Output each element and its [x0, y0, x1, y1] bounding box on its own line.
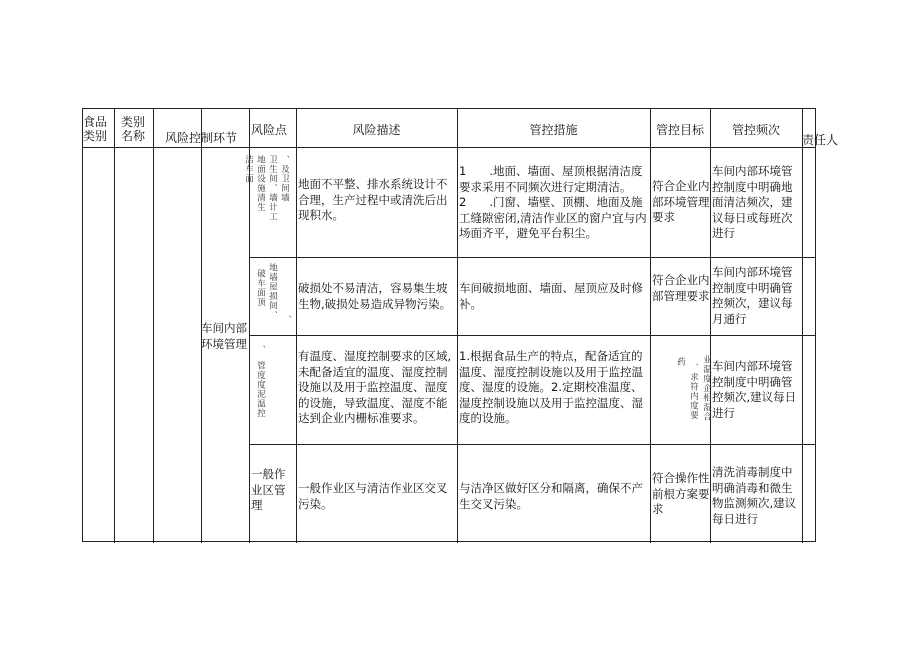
header-frequency: 管控频次: [731, 123, 780, 137]
risk-point-col: 破车面顶: [255, 269, 266, 307]
frequency: 清洗消毒制度中明确消毒和微生物监测频次,建议每日进行: [712, 465, 797, 526]
risk-control-table: [82, 108, 839, 542]
goal: 符合企业内部管理要求: [652, 273, 710, 303]
section-label: 车间内部环境管理: [201, 321, 247, 351]
risk-desc: 一般作业区与清洁作业区交叉污染。: [298, 481, 448, 511]
risk-desc: 地面不平整、排水系统设计不合理，生产过程中或清洗后出现积水。: [298, 177, 448, 222]
goal-col: 药: [675, 357, 686, 367]
risk-point-col: 地面设施清生: [255, 155, 266, 212]
grid-line: [249, 257, 815, 258]
frequency: 车间内部环境管控制度中明确管控频次,建议每日进行: [712, 359, 797, 420]
risk-point-col: 、: [281, 315, 292, 325]
goal-col: 业温度企相湿合: [701, 355, 712, 422]
header-goal: 管控目标: [655, 123, 704, 137]
header-responsible: 责任人: [802, 133, 839, 147]
goal: 符合企业内部环境管理要求: [652, 179, 710, 224]
grid-line: [153, 109, 154, 543]
measures: 车间破损地面、墙面、屋顶应及时修补。: [459, 281, 643, 311]
header-food-category: 食品类别: [83, 115, 108, 143]
measures: 1 .地面、墙面、屋顶根据清洁度要求采用不同频次进行定期清洁。2 .门窗、墙壁、顶棚、地面及施工缝隙密闭,清洁作业区的窗户宜与内场面齐平，避免平台积尘。: [459, 164, 647, 240]
header-risk-point: 风险点: [251, 123, 288, 137]
header-category-name: 类别名称: [121, 115, 146, 143]
grid-line: [650, 109, 651, 543]
risk-desc: 有温度、湿度控制要求的区域,未配备适宜的温度、湿度控制设施以及用于监控温度、湿度的设施，导致温度、湿度不能达到企业内栅标准要求。: [298, 349, 452, 425]
frequency: 车间内部环境管控制度中明确管控频次，建议每月通行: [712, 265, 793, 326]
risk-point-col: 、及卫间墙: [279, 155, 290, 203]
grid-line: [249, 335, 815, 336]
measures: 与洁净区做好区分和隔离，确保不产生交叉污染。: [459, 481, 643, 511]
risk-point: 一般作业区管理: [251, 467, 286, 512]
goal-col: 、求符内度要: [688, 363, 699, 420]
grid-line: [802, 109, 803, 543]
grid-line: [710, 109, 711, 543]
risk-point-col: 、: [255, 345, 266, 355]
goal: 符合操作性前根方案要求: [652, 471, 710, 516]
grid-line: [249, 444, 815, 445]
risk-point-col: 卫生间、墙计工: [267, 155, 278, 222]
header-control-step: 风险控制环节: [165, 131, 238, 145]
grid-line: [83, 147, 815, 148]
grid-line: [457, 109, 458, 543]
frequency: 车间内部环境管控制度中明确地面清洁频次，建议每日或每班次进行: [712, 164, 793, 240]
header-measures: 管控措施: [529, 123, 578, 137]
risk-point-col: 地墙屋损间、: [267, 263, 278, 320]
grid-line: [296, 109, 297, 543]
risk-point-col: 洁车面: [243, 155, 254, 184]
measures: 1.根据食品生产的特点，配备适宜的温度、湿度控制设施以及用于监控温度、湿度的设施。2.定期校准温度、湿度控制设施以及用于监控温度、湿度的设施。: [459, 349, 643, 425]
risk-point-col: 管度度泥温控: [255, 361, 266, 418]
header-risk-desc: 风险描述: [352, 123, 401, 137]
grid-line: [114, 109, 115, 543]
risk-desc: 破损处不易清洁，容易集生坡生物,破损处易造成异物污染。: [298, 281, 452, 311]
